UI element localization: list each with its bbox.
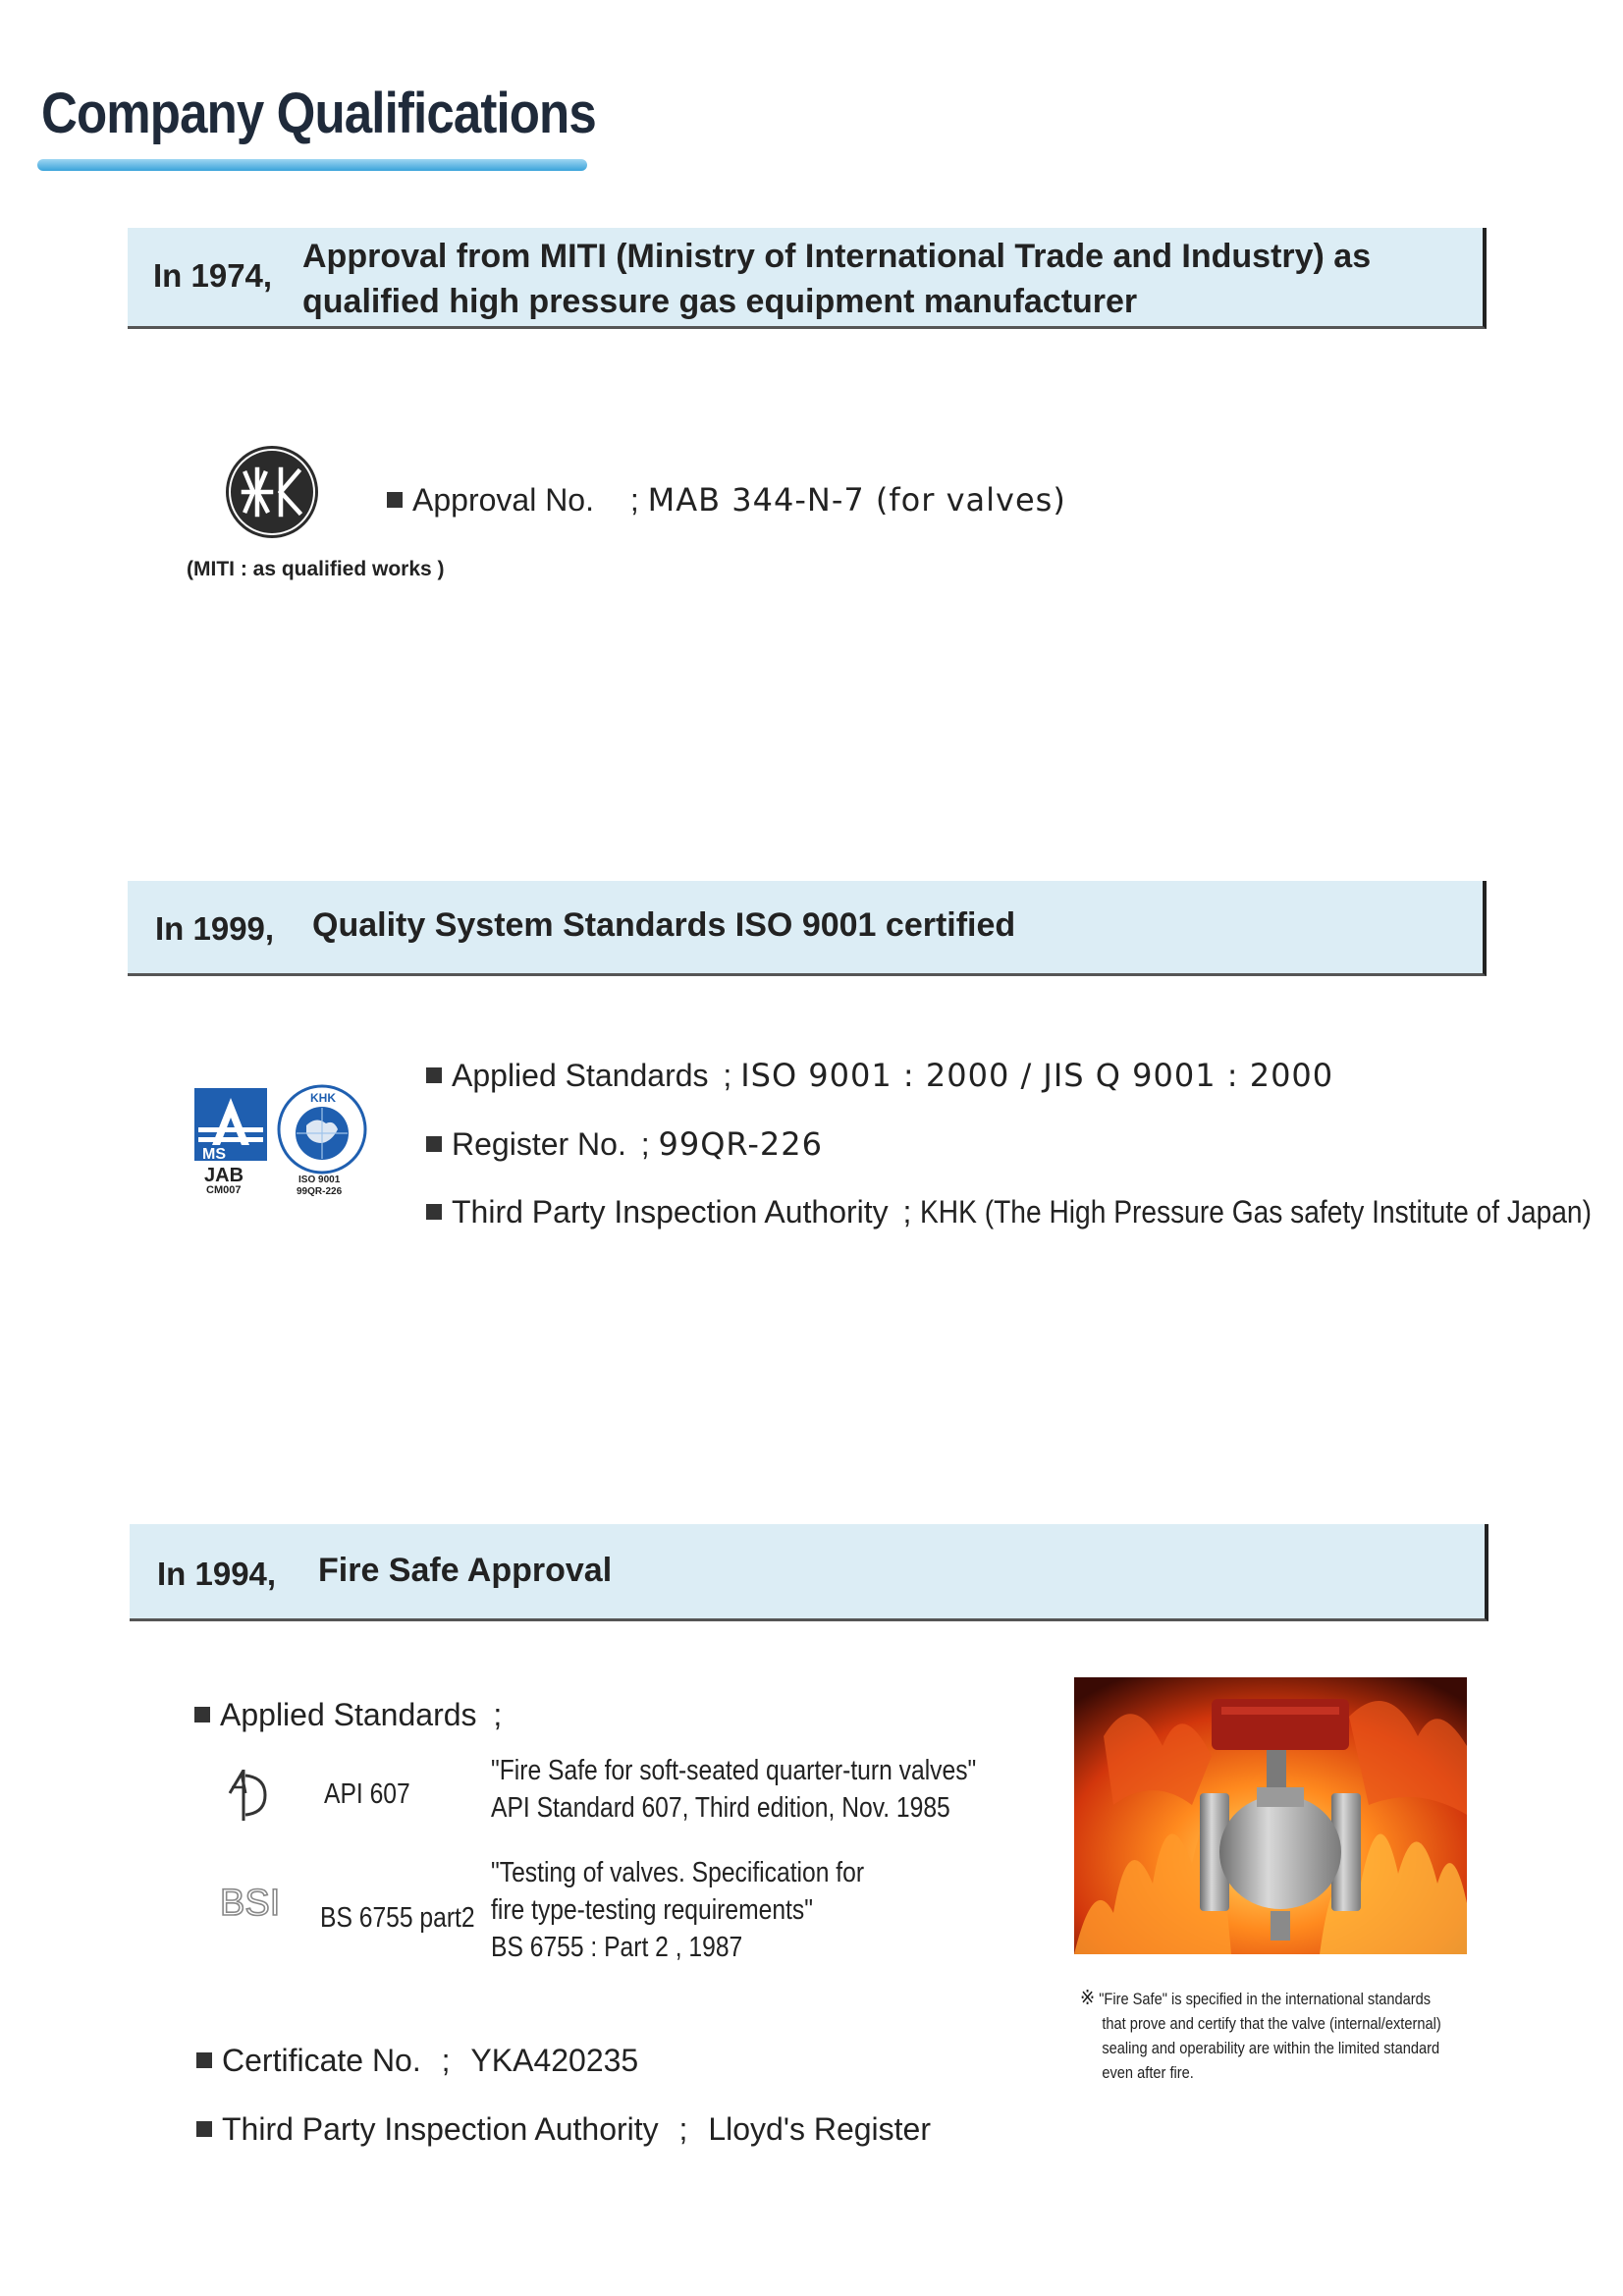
page-title: Company Qualifications (41, 82, 596, 145)
title-underline (37, 159, 587, 171)
miti-logo-caption: (MITI : as qualified works ) (187, 558, 445, 580)
section-year: In 1999, (155, 910, 275, 947)
separator: ; (678, 2111, 688, 2147)
khk-reg-text: 99QR-226 (297, 1186, 343, 1197)
row-label: Register No. (452, 1126, 626, 1162)
api-logo-icon (222, 1764, 271, 1825)
row-label: Applied Standards (452, 1058, 709, 1093)
row-label: Third Party Inspection Authority (452, 1194, 889, 1230)
section-year: In 1974, (153, 257, 273, 294)
khk-iso-text: ISO 9001 (298, 1175, 341, 1185)
bullet-square-icon (196, 2121, 212, 2137)
separator: ; (902, 1194, 912, 1230)
note-line-3: sealing and operability are within the limited standard (1102, 2039, 1440, 2057)
api-description (491, 1752, 976, 1827)
applied-standards-row (426, 1057, 1333, 1094)
jab-code: CM007 (206, 1184, 242, 1196)
row-label: Applied Standards (220, 1697, 477, 1732)
note-line-1 (1080, 1986, 1441, 2011)
api-code: API 607 (324, 1778, 410, 1810)
bullet-square-icon (426, 1204, 442, 1220)
section-heading (302, 234, 1471, 324)
note-mark-icon: ※ (1080, 1987, 1096, 2009)
separator: ; (723, 1058, 732, 1093)
row-label: Third Party Inspection Authority (222, 2111, 659, 2147)
approval-value: MAB 344-N-7 (for valves) (647, 481, 1066, 519)
jab-text: JAB (204, 1165, 244, 1186)
khk-globe-logo-icon (277, 1084, 367, 1200)
miti-logo-icon (224, 444, 320, 540)
jab-ms-logo-icon (194, 1088, 267, 1201)
row-value: 99QR-226 (658, 1125, 823, 1163)
section-heading: Quality System Standards ISO 9001 certified (312, 906, 1016, 944)
bullet-square-icon (387, 492, 403, 508)
register-number-row (426, 1125, 823, 1163)
row-value: YKA420235 (470, 2043, 639, 2078)
desc-line: "Testing of valves. Specification for (491, 1857, 865, 1888)
desc-line: fire type-testing requirements" (491, 1894, 813, 1926)
section-header-1999 (128, 881, 1487, 976)
inspection-authority-row (426, 1194, 1623, 1230)
desc-line: BS 6755 : Part 2 , 1987 (491, 1932, 743, 1963)
bsi-logo-icon (218, 1878, 279, 1923)
certificate-number-row (196, 2043, 638, 2079)
separator: ; (640, 1126, 650, 1162)
desc-line: API Standard 607, Third edition, Nov. 1985 (491, 1792, 950, 1824)
fire-safe-valve-photo (1074, 1677, 1467, 1954)
bs-description (491, 1854, 864, 1966)
bullet-square-icon (426, 1067, 442, 1083)
note-text: "Fire Safe" is specified in the international standards (1099, 1990, 1432, 2008)
row-value: Lloyd's Register (708, 2111, 931, 2147)
bullet-square-icon (196, 2052, 212, 2068)
fire-applied-standards-row (194, 1697, 502, 1733)
section-header-1994 (130, 1524, 1488, 1621)
heading-line-2: qualified high pressure gas equipment manufacturer (302, 283, 1138, 320)
note-line-2: that prove and certify that the valve (internal/external) (1102, 2014, 1441, 2033)
fire-inspection-authority-row (196, 2111, 931, 2148)
separator: ; (493, 1697, 503, 1732)
approval-label: Approval No. (412, 482, 594, 518)
heading-line-1: Approval from MITI (Ministry of International Trade and Industry) as (302, 238, 1372, 275)
jab-ms-text: MS (202, 1146, 226, 1163)
bullet-square-icon (426, 1136, 442, 1152)
section-heading: Fire Safe Approval (318, 1552, 613, 1589)
bullet-square-icon (194, 1707, 210, 1722)
note-line-4: even after fire. (1102, 2063, 1194, 2082)
row-label: Certificate No. (222, 2043, 421, 2078)
fire-safe-note (1080, 1986, 1441, 2085)
section-header-1974 (128, 228, 1487, 329)
bsi-logo-text: BSI (220, 1883, 279, 1923)
approval-number-row (387, 481, 1066, 519)
bs-code: BS 6755 part2 (320, 1902, 475, 1934)
separator: ; (629, 482, 639, 518)
khk-top-text: KHK (310, 1091, 336, 1105)
section-year: In 1994, (157, 1556, 277, 1592)
row-value: ISO 9001 : 2000 / JIS Q 9001 : 2000 (740, 1057, 1334, 1094)
desc-line: "Fire Safe for soft-seated quarter-turn valves" (491, 1755, 977, 1786)
separator: ; (441, 2043, 451, 2078)
row-value: KHK (The High Pressure Gas safety Institute of Japan) (920, 1194, 1593, 1230)
